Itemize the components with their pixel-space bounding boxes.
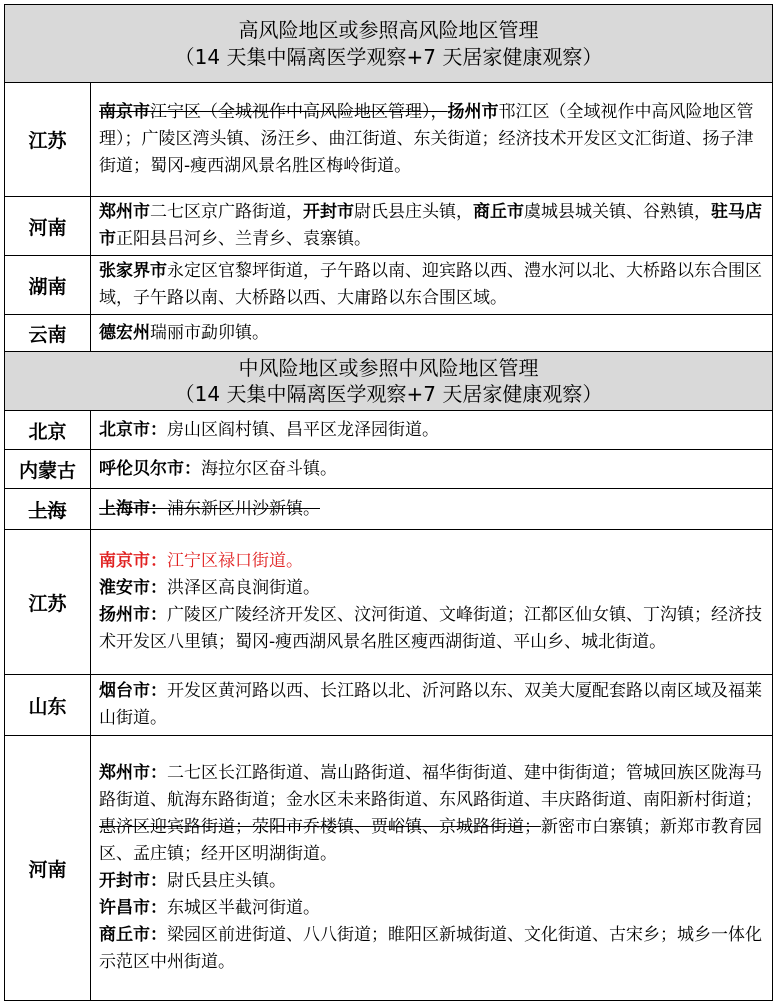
- area-cell: [91, 197, 773, 256]
- area-text: 新密市白寨镇；新郑市教育园区、孟庄镇；经开区明湖街道。: [99, 817, 762, 864]
- table-row: [5, 736, 773, 1001]
- area-cell: [91, 256, 773, 315]
- area-text: 二七区长江路街道、嵩山路街道、福华街街道、建中街街道；管城回族区陇海马路街道、航海东路街道；金水区未来路街道、东风路街道、丰庆路街道、南阳新村街道；: [99, 763, 762, 810]
- area-text: 正阳县吕河乡、兰青乡、袁寨镇。: [116, 229, 371, 249]
- area-text: 二七区京广路街道，: [150, 202, 303, 222]
- table-row: [5, 489, 773, 530]
- city-name: 张家界市: [99, 261, 167, 281]
- area-text: 瑞丽市勐卯镇。: [150, 322, 269, 343]
- high-risk-title: 高风险地区或参照高风险地区管理: [238, 17, 539, 42]
- struck-area: 惠济区迎宾路街道；荥阳市乔楼镇、贾峪镇、京城路街道；: [99, 817, 541, 837]
- table-row: [5, 315, 773, 352]
- area-text: 开发区黄河路以西、长江路以北、沂河路以东、双美大厦配套路以南区域及福莱山街道。: [99, 681, 762, 728]
- medium-risk-header-row: [5, 352, 773, 411]
- area-text: 尉氏县庄头镇，: [354, 202, 473, 222]
- table-row: [5, 256, 773, 315]
- province-cell: 山东: [5, 675, 91, 736]
- province-cell: 江苏: [5, 530, 91, 675]
- city-name: 商丘市: [473, 202, 524, 222]
- area-text: 梁园区前进街道、八八街道；睢阳区新城街道、文化街道、古宋乡；城乡一体化示范区中州街道。: [99, 925, 762, 972]
- high-risk-subtitle: （14 天集中隔离医学观察+7 天居家健康观察）: [174, 44, 603, 69]
- city-name: 开封市：: [99, 871, 167, 891]
- area-text: 永定区官黎坪街道，子午路以南、迎宾路以西、澧水河以北、大桥路以东合围区域，子午路以南、大桥路以西、大庸路以东合围区域。: [99, 261, 762, 308]
- area-text: 房山区阎村镇、昌平区龙泽园街道。: [167, 419, 439, 440]
- area-cell: [91, 83, 773, 197]
- area-cell: [91, 530, 773, 675]
- province-cell: 湖南: [5, 256, 91, 315]
- area-cell: [91, 489, 773, 530]
- high-risk-header-row: [5, 5, 773, 83]
- province-cell: 内蒙古: [5, 450, 91, 489]
- area-text: 洪泽区高良涧街道。: [167, 578, 320, 598]
- city-name: 德宏州: [99, 322, 150, 343]
- table-row: [5, 197, 773, 256]
- area-line: [99, 760, 768, 868]
- province-cell: 上海: [5, 489, 91, 530]
- table-row: [5, 411, 773, 450]
- area-cell: [91, 675, 773, 736]
- table-row: [5, 675, 773, 736]
- high-risk-header: [5, 5, 773, 83]
- area-text: 虞城县城关镇、谷熟镇，: [524, 202, 711, 222]
- area-text: 海拉尔区奋斗镇。: [201, 458, 337, 479]
- province-cell: 江苏: [5, 83, 91, 197]
- area-line: [99, 602, 768, 656]
- area-line: [99, 895, 768, 922]
- city-name: 郑州市：: [99, 763, 167, 783]
- city-name: 商丘市：: [99, 925, 167, 945]
- struck-area: [99, 102, 448, 122]
- area-line: [99, 575, 768, 602]
- city-name: 许昌市：: [99, 898, 167, 918]
- area-text: 邗江区（全域视作中高风险地区管理）；广陵区湾头镇、汤汪乡、曲江街道、东关街道；经济技术开发区文汇街道、扬子津街道；蜀冈-瘦西湖风景名胜区梅岭街道。: [99, 102, 754, 176]
- city-name: 郑州市: [99, 202, 150, 222]
- city-name: 南京市: [99, 102, 150, 122]
- area-text: 尉氏县庄头镇。: [167, 871, 286, 891]
- area-cell: [91, 450, 773, 489]
- province-cell: 河南: [5, 736, 91, 1001]
- highlighted-area: [99, 548, 768, 575]
- table-row: [5, 83, 773, 197]
- area-text: 浦东新区川沙新镇。: [167, 498, 320, 519]
- area-cell: [91, 315, 773, 352]
- risk-area-table: [4, 4, 773, 1001]
- province-cell: 北京: [5, 411, 91, 450]
- area-text: 东城区半截河街道。: [167, 898, 320, 918]
- city-name: 北京市：: [99, 419, 167, 440]
- city-name: 上海市：: [99, 498, 167, 519]
- area-line: [99, 922, 768, 976]
- table-row: [5, 450, 773, 489]
- medium-risk-header: [5, 352, 773, 411]
- province-cell: 云南: [5, 315, 91, 352]
- table-row: [5, 530, 773, 675]
- city-name: 扬州市: [447, 102, 499, 122]
- city-name: 扬州市：: [99, 605, 167, 625]
- area-cell: [91, 411, 773, 450]
- city-name: 烟台市：: [99, 681, 167, 701]
- area-text: 广陵区广陵经济开发区、汶河街道、文峰街道；江都区仙女镇、丁沟镇；经济技术开发区八里镇；蜀冈-瘦西湖风景名胜区瘦西湖街道、平山乡、城北街道。: [99, 605, 762, 652]
- city-name: 开封市: [303, 202, 354, 222]
- city-name: 淮安市：: [99, 578, 167, 598]
- city-name: 驻马店市: [99, 202, 762, 249]
- area-text: 江宁区禄口街道。: [167, 551, 303, 571]
- area-line: [99, 868, 768, 895]
- city-name: 南京市：: [99, 551, 167, 571]
- province-cell: 河南: [5, 197, 91, 256]
- medium-risk-subtitle: （14 天集中隔离医学观察+7 天居家健康观察）: [174, 382, 603, 406]
- area-cell: [91, 736, 773, 1001]
- city-name: 呼伦贝尔市：: [99, 458, 201, 479]
- area-text: 江宁区（全城视作中高风险地区管理），: [150, 102, 448, 122]
- medium-risk-title: 中风险地区或参照中风险地区管理: [238, 356, 539, 380]
